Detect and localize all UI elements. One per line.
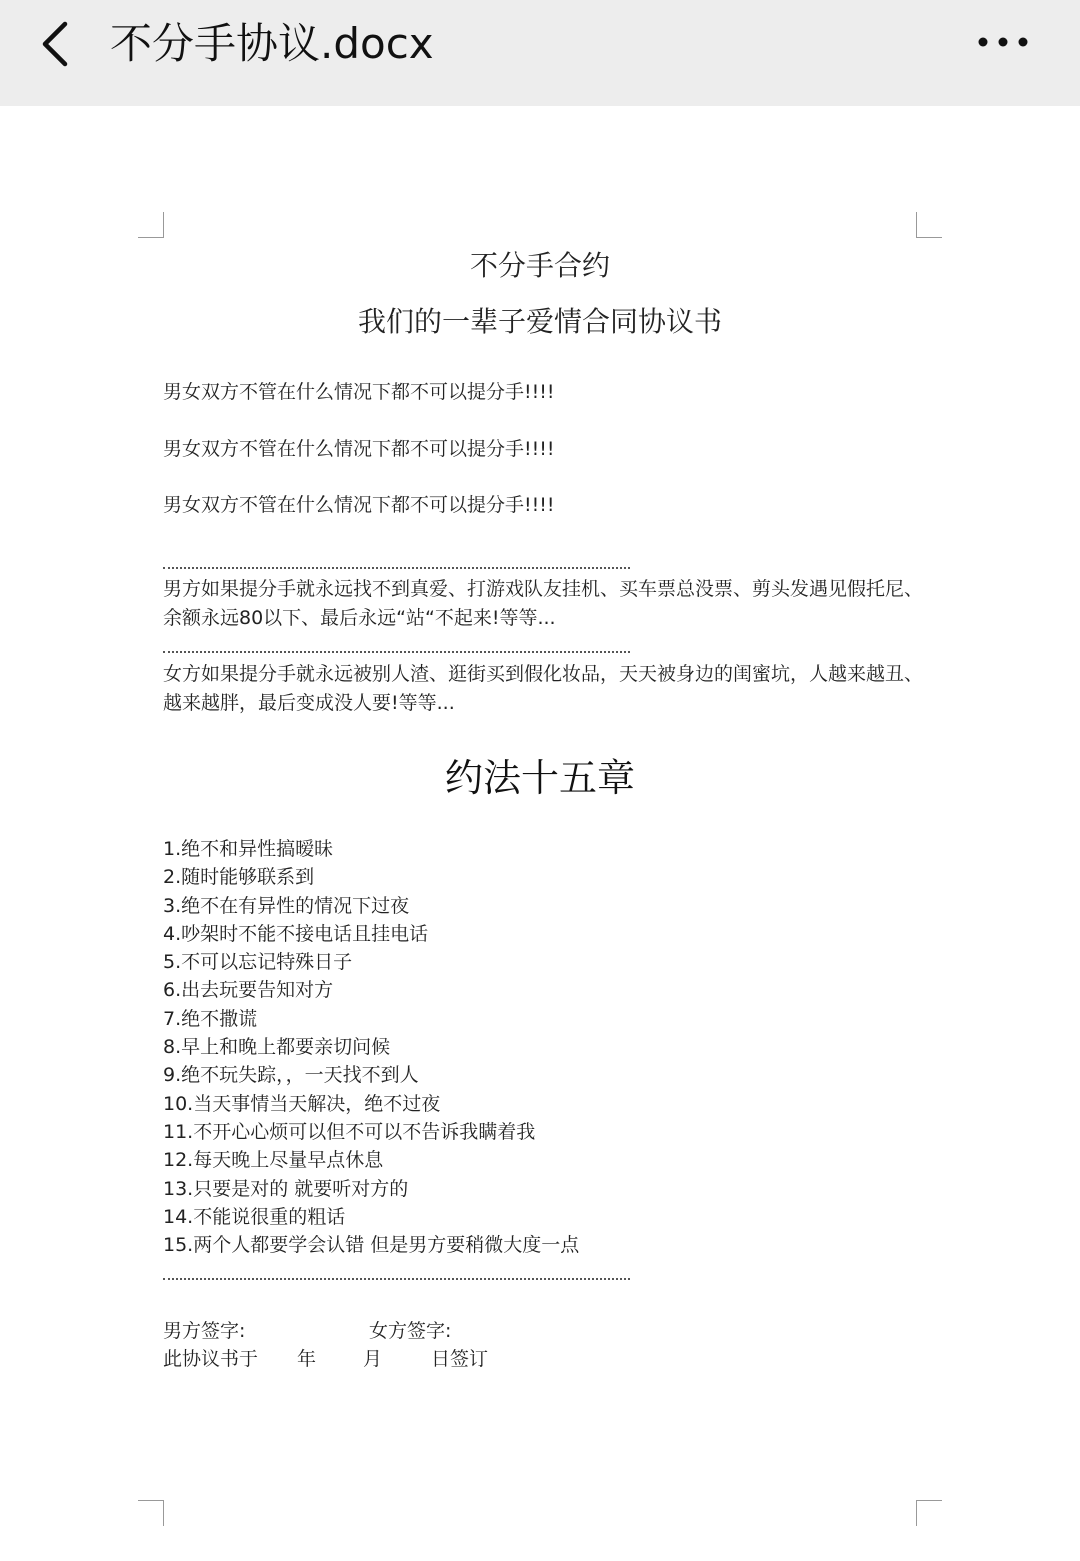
list-item: 14.不能说很重的粗话 — [163, 1205, 346, 1228]
page-margin-mark — [138, 212, 164, 238]
paragraph: 男女双方不管在什么情况下都不可以提分手!!!! — [163, 438, 555, 460]
back-button[interactable] — [22, 14, 86, 74]
list-item: 2.随时能够联系到 — [163, 866, 315, 889]
list-item: 6.出去玩要告知对方 — [163, 979, 334, 1002]
dotted-separator — [163, 567, 630, 569]
list-item: 12.每天晚上尽量早点休息 — [163, 1149, 384, 1172]
top-bar — [0, 0, 1080, 106]
page-margin-mark — [138, 1500, 164, 1526]
rules-heading: 约法十五章 — [444, 756, 635, 800]
list-item: 5.不可以忘记特殊日子 — [163, 951, 353, 974]
list-item: 9.绝不玩失踪，，一天找不到人 — [163, 1064, 419, 1087]
signing-date-day: 日签订 — [431, 1348, 489, 1370]
list-item: 1.绝不和异性搞暧昧 — [163, 838, 334, 860]
dotted-separator — [163, 1278, 630, 1280]
list-item: 7.绝不撒谎 — [163, 1007, 258, 1030]
document-file-title: 不分手协议.docx — [110, 19, 434, 68]
more-icon — [973, 35, 1033, 49]
paragraph: 男女双方不管在什么情况下都不可以提分手!!!! — [163, 494, 555, 516]
list-item: 11.不开心心烦可以但不可以不告诉我瞒着我 — [163, 1120, 536, 1143]
more-options-button[interactable] — [966, 18, 1040, 66]
list-item: 3.绝不在有异性的情况下过夜 — [163, 894, 410, 917]
list-item: 4.吵架时不能不接电话且挂电话 — [163, 922, 429, 945]
signing-date-year: 年 — [297, 1348, 317, 1370]
male-signature-label: 男方签字: — [163, 1320, 246, 1342]
female-signature-label: 女方签字: — [369, 1320, 452, 1342]
signing-date-prefix: 此协议书于 — [163, 1348, 259, 1370]
male-clause: 男方如果提分手就永远找不到真爱、打游戏队友挂机、买车票总没票、剪头发遇见假托尼、余额永远80以下、最后永远“站“不起来!等等... — [163, 578, 924, 629]
chevron-left-icon — [37, 19, 71, 69]
document-subtitle: 我们的一辈子爱情合同协议书 — [357, 305, 722, 338]
document-page[interactable] — [0, 106, 1080, 1561]
list-item: 8.早上和晚上都要亲切问候 — [163, 1036, 391, 1059]
female-clause: 女方如果提分手就永远被别人渣、逛街买到假化妆品，天天被身边的闺蜜坑，人越来越丑、越来越胖，最后变成没人要!等等... — [163, 663, 924, 714]
signing-date-month: 月 — [363, 1348, 383, 1370]
dotted-separator — [163, 651, 630, 653]
rules-list — [163, 835, 863, 1259]
page-margin-mark — [916, 1500, 942, 1526]
list-item: 13.只要是对的 就要听对方的 — [163, 1177, 409, 1200]
page-margin-mark — [916, 212, 942, 238]
paragraph: 男女双方不管在什么情况下都不可以提分手!!!! — [163, 381, 555, 403]
list-item: 10.当天事情当天解决，绝不过夜 — [163, 1092, 441, 1115]
document-title: 不分手合约 — [469, 249, 610, 282]
list-item: 15.两个人都要学会认错 但是男方要稍微大度一点 — [163, 1234, 580, 1257]
